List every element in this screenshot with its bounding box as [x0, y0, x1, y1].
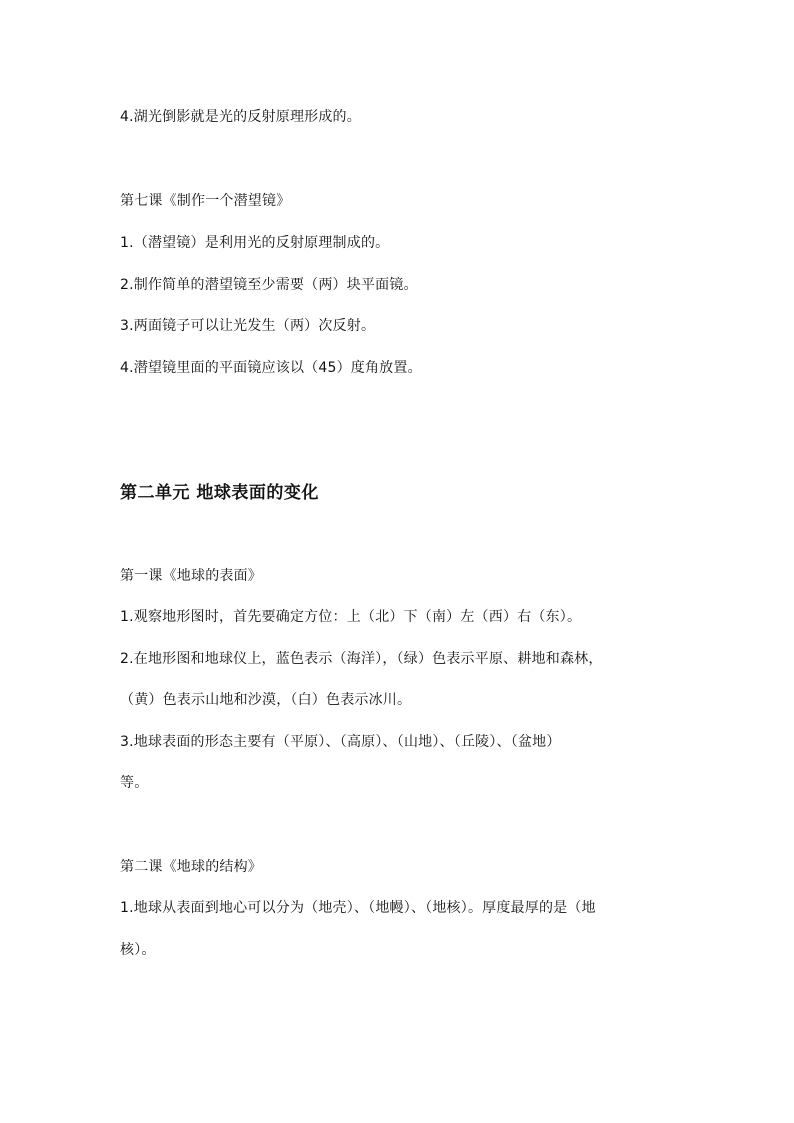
lesson-1-line-3: （黄）色表示山地和沙漠，（白）色表示冰川。	[120, 692, 412, 708]
lesson-7-item-2: 2.制作简单的潜望镜至少需要（两）块平面镜。	[120, 277, 418, 293]
lesson-1-line-2: 2.在地形图和地球仪上，蓝色表示（海洋），（绿）色表示平原、耕地和森林，	[120, 651, 603, 667]
lesson-7-item-3: 3.两面镜子可以让光发生（两）次反射。	[120, 318, 376, 334]
prev-section-item-4: 4.湖光倒影就是光的反射原理形成的。	[120, 109, 361, 125]
lesson-1-title: 第一课《地球的表面》	[120, 568, 262, 584]
lesson-1-line-1: 1.观察地形图时，首先要确定方位：上（北）下（南）左（西）右（东）。	[120, 609, 582, 625]
lesson-7-title: 第七课《制作一个潜望镜》	[120, 193, 291, 209]
lesson-2-line-1: 1.地球从表面到地心可以分为（地壳）、（地幔）、（地核）。厚度最厚的是（地	[120, 900, 596, 916]
lesson-1-line-5: 等。	[120, 775, 149, 791]
lesson-2-line-2: 核）。	[120, 942, 156, 958]
lesson-7-item-1: 1.（潜望镜）是利用光的反射原理制成的。	[120, 235, 390, 251]
lesson-1-line-4: 3.地球表面的形态主要有（平原）、（高原）、（山地）、（丘陵）、（盆地）	[120, 734, 561, 750]
lesson-2-title: 第二课《地球的结构》	[120, 859, 262, 875]
unit-2-heading: 第二单元 地球表面的变化	[120, 483, 319, 503]
lesson-7-item-4: 4.潜望镜里面的平面镜应该以（45）度角放置。	[120, 360, 422, 376]
